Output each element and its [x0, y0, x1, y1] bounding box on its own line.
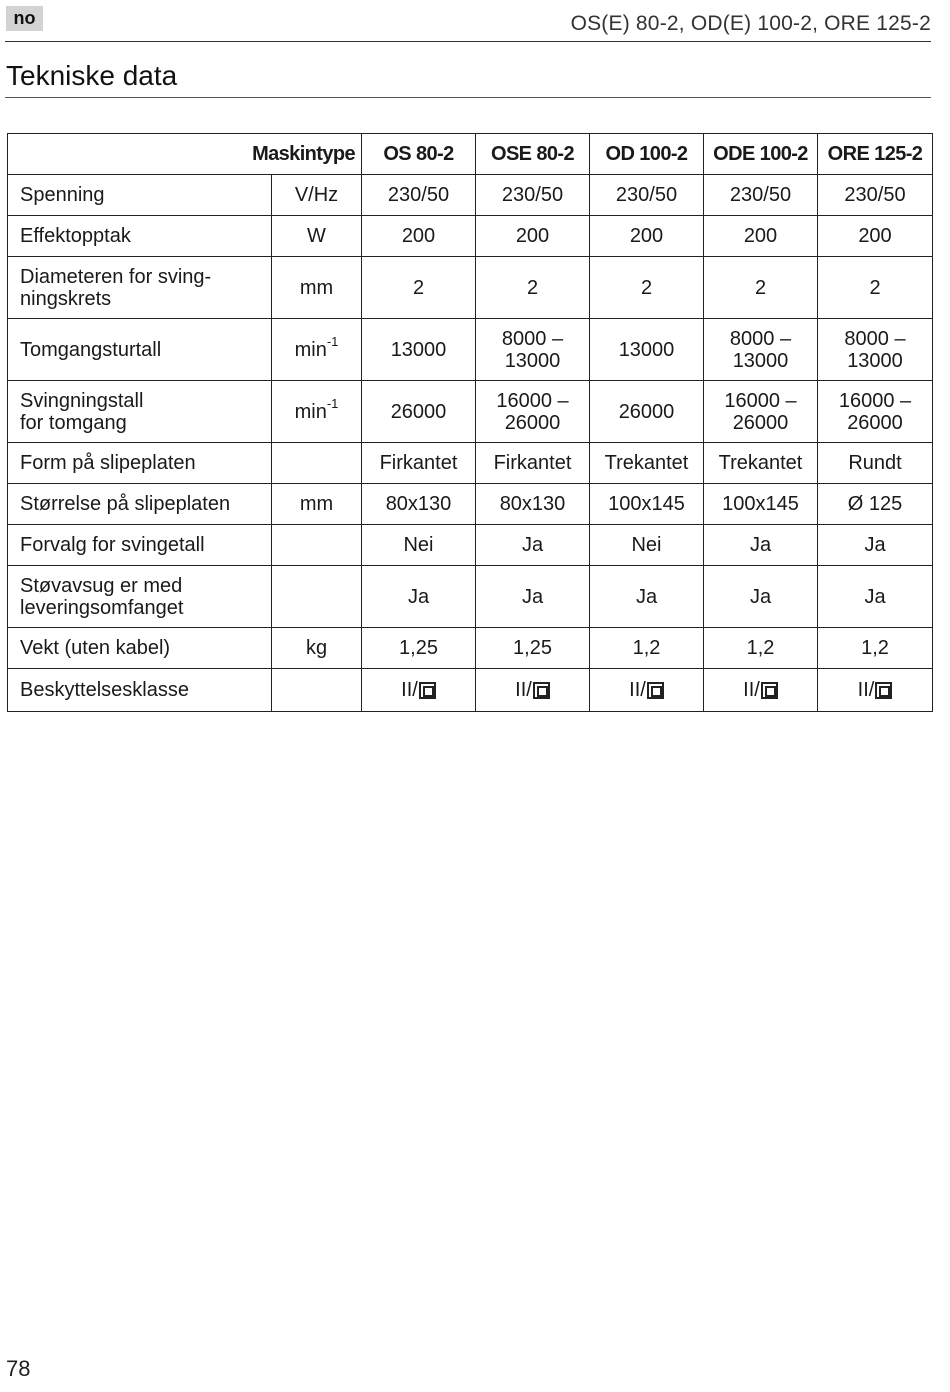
value-cell	[704, 525, 818, 566]
value-cell	[362, 319, 476, 381]
value-text: 1,2	[746, 637, 775, 659]
page-title: Tekniske data	[6, 60, 178, 91]
parameter-label: ningskrets	[20, 287, 112, 310]
value-text: Ja	[521, 585, 544, 608]
value-cell	[818, 525, 933, 566]
value-cell	[362, 257, 476, 319]
table-row	[8, 216, 933, 257]
value-text: 200	[401, 225, 436, 247]
value-text: 13000	[618, 338, 675, 361]
protection-class	[858, 679, 893, 701]
value-text: 2	[640, 276, 653, 299]
value-text: 8000 –	[501, 327, 564, 350]
parameter-cell	[8, 257, 272, 319]
parameter-label: Effektopptak	[20, 225, 131, 247]
value-cell	[818, 175, 933, 216]
value-text: Firkantet	[379, 452, 458, 474]
double-insulation-icon	[533, 682, 550, 699]
unit-cell	[272, 216, 362, 257]
unit-cell	[272, 443, 362, 484]
value-cell	[590, 484, 704, 525]
value-text: 80x130	[385, 493, 452, 515]
parameter-label: Form på slipeplaten	[20, 452, 196, 474]
protection-class	[515, 679, 550, 701]
parameter-label: Vekt (uten kabel)	[20, 637, 171, 659]
value-text: 230/50	[844, 184, 906, 206]
value-cell	[590, 216, 704, 257]
unit-cell	[272, 628, 362, 669]
value-cell	[362, 566, 476, 628]
value-cell	[590, 381, 704, 443]
unit-label: mm	[299, 493, 334, 515]
model-header: ODE 100-2	[704, 134, 818, 175]
value-text: 2	[869, 276, 881, 299]
value-cell	[476, 566, 590, 628]
value-text: 26000	[504, 411, 561, 434]
value-text: 13000	[732, 349, 789, 372]
parameter-cell	[8, 669, 272, 712]
value-cell	[704, 175, 818, 216]
value-text: 1,25	[513, 637, 552, 659]
value-text: 16000 –	[724, 389, 797, 412]
value-cell	[590, 525, 704, 566]
value-text: 26000	[732, 411, 789, 434]
parameter-cell	[8, 525, 272, 566]
table-row	[8, 443, 933, 484]
value-cell	[818, 216, 933, 257]
model-header: OSE 80-2	[476, 134, 590, 175]
model-header: ORE 125-2	[818, 134, 933, 175]
value-cell	[704, 669, 818, 712]
unit-cell	[272, 525, 362, 566]
value-text: Nei	[631, 534, 662, 556]
value-cell	[476, 216, 590, 257]
value-cell	[362, 484, 476, 525]
page-number: 78	[6, 1356, 31, 1381]
value-cell	[476, 257, 590, 319]
value-cell	[362, 381, 476, 443]
table-row	[8, 566, 933, 628]
value-cell	[362, 669, 476, 712]
value-cell	[818, 381, 933, 443]
value-text: 16000 –	[496, 389, 569, 412]
value-cell	[476, 319, 590, 381]
unit-label: min	[294, 338, 327, 361]
value-text: Ja	[407, 585, 430, 608]
value-text: Ja	[749, 534, 772, 556]
value-cell	[590, 443, 704, 484]
parameter-cell	[8, 566, 272, 628]
parameter-cell	[8, 484, 272, 525]
double-insulation-icon	[647, 682, 664, 699]
value-cell	[476, 525, 590, 566]
parameter-label: Svingningstall	[20, 389, 144, 412]
value-cell	[704, 257, 818, 319]
unit-cell	[272, 484, 362, 525]
value-text: Ø 125	[847, 493, 903, 515]
value-text: Ja	[864, 534, 886, 556]
unit-cell	[272, 257, 362, 319]
unit-label: mm	[299, 276, 334, 299]
value-cell	[704, 628, 818, 669]
value-cell	[704, 484, 818, 525]
protection-class	[743, 679, 778, 701]
value-cell	[476, 175, 590, 216]
header-divider	[5, 41, 931, 42]
protection-class-label: II/	[401, 679, 418, 701]
parameter-label: for tomgang	[20, 411, 127, 434]
value-cell	[590, 257, 704, 319]
value-text: 200	[629, 225, 664, 247]
value-cell	[818, 319, 933, 381]
value-cell	[818, 257, 933, 319]
value-cell	[476, 669, 590, 712]
value-text: 26000	[390, 400, 447, 423]
value-text: 230/50	[387, 184, 450, 206]
double-insulation-icon	[761, 682, 778, 699]
header-models-line: OS(E) 80-2, OD(E) 100-2, ORE 125-2	[570, 12, 931, 35]
value-text: 200	[743, 225, 778, 247]
value-text: 8000 –	[729, 327, 792, 350]
table-row	[8, 175, 933, 216]
value-text: 100x145	[608, 493, 685, 515]
value-text: 13000	[390, 338, 447, 361]
value-text: 200	[858, 225, 892, 247]
value-text: 1,2	[861, 637, 889, 659]
value-text: Trekantet	[718, 452, 803, 474]
parameter-label: Størrelse på slipeplaten	[20, 493, 231, 515]
value-text: 26000	[847, 411, 903, 434]
parameter-label: Diameteren for sving-	[20, 265, 212, 288]
value-text: 13000	[847, 349, 903, 372]
value-cell	[818, 443, 933, 484]
unit-cell	[272, 669, 362, 712]
unit-cell	[272, 566, 362, 628]
protection-class-label: II/	[629, 679, 646, 701]
value-cell	[818, 566, 933, 628]
model-header: OS 80-2	[362, 134, 476, 175]
value-cell	[362, 628, 476, 669]
double-insulation-icon	[419, 682, 436, 699]
value-cell	[476, 628, 590, 669]
unit-label: V/Hz	[294, 184, 339, 206]
value-cell	[818, 669, 933, 712]
protection-class-label: II/	[743, 679, 760, 701]
value-cell	[590, 566, 704, 628]
protection-class	[629, 679, 664, 701]
unit-cell	[272, 381, 362, 443]
machine-type-label: Maskintype	[8, 134, 362, 175]
unit-label: kg	[305, 637, 328, 659]
parameter-cell	[8, 319, 272, 381]
protection-class-label: II/	[857, 679, 875, 701]
value-text: Trekantet	[604, 452, 689, 474]
value-cell	[476, 443, 590, 484]
value-text: 2	[412, 276, 425, 299]
table-row	[8, 381, 933, 443]
unit-superscript: -1	[326, 395, 339, 411]
value-text: Ja	[749, 585, 772, 608]
value-cell	[362, 175, 476, 216]
unit-label: min	[294, 400, 327, 423]
title-divider	[5, 97, 931, 98]
value-cell	[590, 319, 704, 381]
table-header-row	[8, 134, 933, 175]
parameter-cell	[8, 628, 272, 669]
parameter-label: Spenning	[20, 184, 105, 206]
value-cell	[362, 216, 476, 257]
parameter-label: Forvalg for svingetall	[20, 534, 205, 556]
technical-data-table	[7, 133, 933, 712]
value-text: 26000	[618, 400, 675, 423]
value-cell	[590, 669, 704, 712]
table-row	[8, 669, 933, 712]
value-text: Ja	[521, 534, 544, 556]
value-text: Rundt	[848, 452, 902, 474]
value-cell	[704, 381, 818, 443]
value-text: 2	[526, 276, 539, 299]
table-body	[8, 175, 933, 712]
parameter-cell	[8, 175, 272, 216]
value-cell	[704, 443, 818, 484]
unit-cell	[272, 319, 362, 381]
protection-class-label: II/	[515, 679, 532, 701]
unit-superscript: -1	[326, 333, 339, 349]
value-text: 8000 –	[844, 327, 906, 350]
unit-label: W	[307, 225, 326, 247]
parameter-label: leveringsomfanget	[20, 596, 184, 619]
value-text: 230/50	[729, 184, 792, 206]
value-cell	[704, 566, 818, 628]
value-cell	[704, 216, 818, 257]
double-insulation-icon	[875, 682, 892, 699]
value-text: 16000 –	[838, 389, 912, 412]
value-text: 80x130	[499, 493, 566, 515]
value-text: 1,25	[399, 637, 438, 659]
value-text: 2	[754, 276, 767, 299]
value-text: 230/50	[501, 184, 564, 206]
table-row	[8, 484, 933, 525]
table-row	[8, 257, 933, 319]
language-badge: no	[6, 6, 43, 31]
parameter-cell	[8, 381, 272, 443]
value-cell	[704, 319, 818, 381]
value-cell	[362, 525, 476, 566]
parameter-label: Beskyttelsesklasse	[20, 679, 189, 701]
model-header: OD 100-2	[590, 134, 704, 175]
value-cell	[818, 484, 933, 525]
parameter-label: Tomgangsturtall	[20, 338, 162, 361]
value-text: 230/50	[615, 184, 678, 206]
protection-class	[401, 679, 436, 701]
value-text: Ja	[864, 585, 886, 608]
table-row	[8, 319, 933, 381]
value-text: 100x145	[722, 493, 799, 515]
value-cell	[590, 628, 704, 669]
value-text: 1,2	[632, 637, 661, 659]
value-text: 200	[515, 225, 550, 247]
value-text: Ja	[635, 585, 658, 608]
value-text: 13000	[504, 349, 561, 372]
parameter-cell	[8, 443, 272, 484]
parameter-cell	[8, 216, 272, 257]
value-text: Nei	[403, 534, 434, 556]
table-row	[8, 628, 933, 669]
unit-cell	[272, 175, 362, 216]
table-row	[8, 525, 933, 566]
value-cell	[362, 443, 476, 484]
value-cell	[476, 381, 590, 443]
value-cell	[476, 484, 590, 525]
value-cell	[590, 175, 704, 216]
parameter-label: Støvavsug er med	[20, 574, 183, 597]
value-cell	[818, 628, 933, 669]
value-text: Firkantet	[493, 452, 572, 474]
